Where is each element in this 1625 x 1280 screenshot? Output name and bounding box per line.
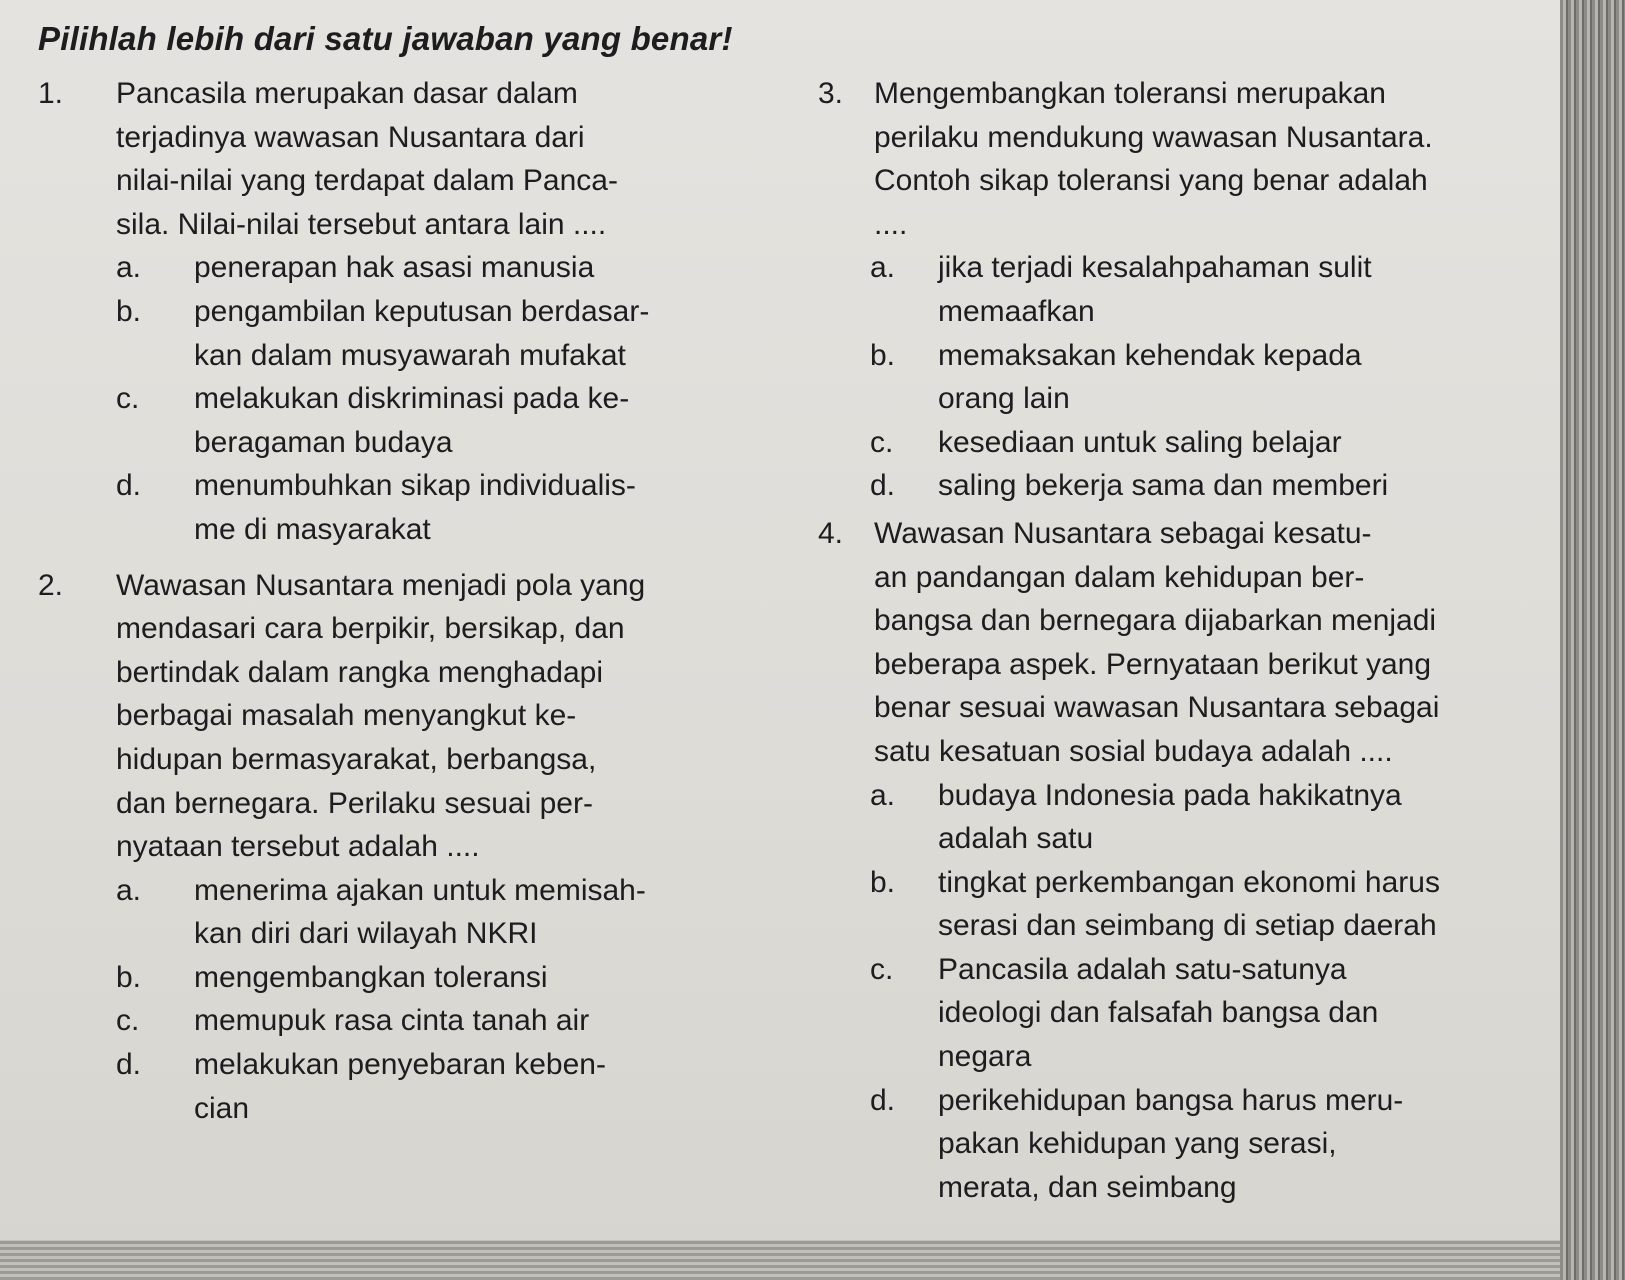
right-column — [820, 72, 1540, 1209]
option-d[interactable]: d. perikehidupan bangsa harus meru- pakan kehidupan yang serasi, merata, dan seimbang — [870, 1083, 1404, 1204]
option-b[interactable]: b. tingkat perkembangan ekonomi harus serasi dan seimbang di setiap daerah — [870, 865, 1440, 943]
question-number: 2. — [38, 568, 64, 602]
question-4 — [820, 512, 1540, 1210]
option-d[interactable]: d. menumbuhkan sikap individualis- me di masyarakat — [116, 469, 636, 546]
option-b[interactable]: b. memaksakan kehendak kepada orang lain — [870, 338, 1362, 416]
page-bottom-edge — [0, 1240, 1560, 1280]
question-1 — [38, 72, 758, 552]
instruction-header: Pilihlah lebih dari satu jawaban yang benar! — [38, 20, 733, 57]
question-number: 1. — [38, 77, 64, 110]
question-text: Pancasila merupakan dasar dalam terjadinya wawasan Nusantara dari nilai-nilai yang terdapat dalam Panca- sila. Nilai-nilai tersebut antara lain .... — [116, 77, 618, 241]
question-text: Wawasan Nusantara sebagai kesatu- an pandangan dalam kehidupan ber- bangsa dan bernegara dijabarkan menjadi beberapa aspek. Pernyataan berikut yang benar sesuai wawasan Nusantara sebagai satu kesatuan sosial budaya adalah .... — [874, 516, 1440, 768]
option-a[interactable]: a. penerapan hak asasi manusia — [116, 251, 595, 285]
option-list — [870, 774, 1540, 1210]
option-list — [116, 246, 758, 551]
option-c[interactable]: c. melakukan diskriminasi pada ke- beragaman budaya — [116, 382, 630, 459]
option-b[interactable]: b. mengembangkan toleransi — [116, 960, 548, 994]
option-b[interactable]: b. pengambilan keputusan berdasar- kan dalam musyawarah mufakat — [116, 294, 650, 372]
option-d[interactable]: d. saling bekerja sama dan memberi — [870, 469, 1389, 503]
option-a[interactable]: a. budaya Indonesia pada hakikatnya adalah satu — [870, 778, 1402, 856]
book-spine-edge — [1560, 0, 1625, 1280]
option-d[interactable]: d. melakukan penyebaran keben- cian — [116, 1048, 606, 1125]
option-list — [116, 869, 758, 1131]
question-3 — [820, 72, 1540, 508]
left-column — [38, 72, 758, 1130]
question-number: 4. — [818, 516, 844, 550]
option-list — [870, 246, 1540, 508]
option-c[interactable]: c. kesediaan untuk saling belajar — [870, 425, 1342, 459]
option-a[interactable]: a. jika terjadi kesalahpahaman sulit memaafkan — [870, 251, 1372, 328]
option-a[interactable]: a. menerima ajakan untuk memisah- kan diri dari wilayah NKRI — [116, 873, 646, 951]
question-text: Mengembangkan toleransi merupakan perilaku mendukung wawasan Nusantara. Contoh sikap toleransi yang benar adalah .... — [874, 77, 1433, 241]
question-text: Wawasan Nusantara menjadi pola yang mendasari cara berpikir, bersikap, dan bertindak dalam rangka menghadapi berbagai masalah menyangkut ke- hidupan bermasyarakat, berbangsa, dan bernegara. Perilaku sesuai per- nyataan tersebut adalah .... — [116, 568, 646, 864]
question-number: 3. — [818, 77, 844, 110]
question-2 — [38, 564, 758, 1131]
option-c[interactable]: c. memupuk rasa cinta tanah air — [116, 1004, 590, 1038]
option-c[interactable]: c. Pancasila adalah satu-satunya ideologi dan falsafah bangsa dan negara — [870, 952, 1379, 1074]
